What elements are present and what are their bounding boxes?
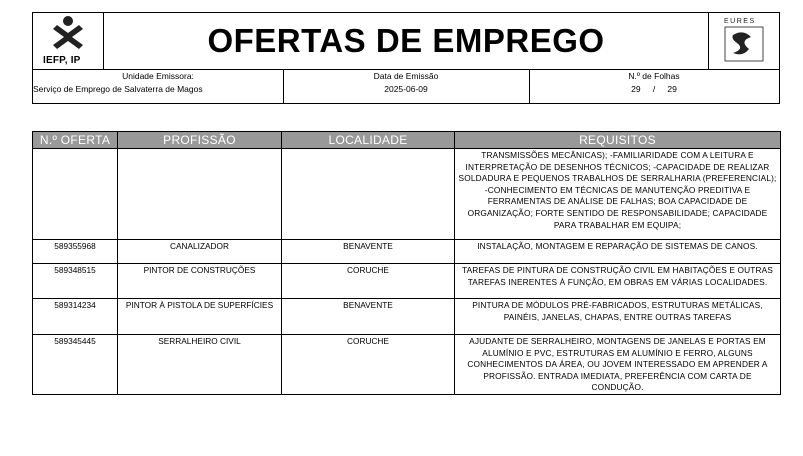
header-meta-row (33, 69, 779, 103)
unidade-value: Serviço de Emprego de Salvaterra de Magos (33, 84, 203, 94)
numero-folhas (529, 69, 779, 103)
cell-profissao: PINTOR DE CONSTRUÇÕES (118, 264, 282, 299)
cell-oferta (33, 149, 118, 240)
cell-profissao: PINTOR À PISTOLA DE SUPERFÍCIES (118, 299, 282, 335)
cell-oferta: 589314234 (33, 299, 118, 335)
cell-requisitos: PINTURA DE MÓDULOS PRÉ-FABRICADOS, ESTRUTURAS METÁLICAS, PAINÉIS, JANELAS, CHAPAS, ENTRE OUTRAS TAREFAS (455, 299, 781, 335)
eures-logo (708, 13, 779, 69)
offers-table (32, 131, 781, 395)
folhas-current: 29 (631, 84, 641, 94)
table-row (33, 149, 781, 240)
cell-requisitos: AJUDANTE DE SERRALHEIRO, MONTAGENS DE JANELAS E PORTAS EM ALUMÍNIO E PVC, ESTRUTURAS EM ALUMÍNIO E FERRO, ALGUNS CONHECIMENTOS DA ÁREA, OU JOVEM INTERESSADO EM APRENDER A PROFISSÃO. ENTRADA IMEDIATA, PREFERÊNCIA COM CARTA DE CONDUÇÃO. (455, 335, 781, 395)
unidade-label: Unidade Emissora: (122, 71, 194, 81)
col-header-requisitos: REQUISITOS (455, 132, 781, 149)
cell-oferta: 589345445 (33, 335, 118, 395)
cell-oferta: 589355968 (33, 240, 118, 264)
cell-localidade (282, 149, 455, 240)
iefp-emblem-icon (33, 13, 103, 55)
col-header-oferta: N.º OFERTA (33, 132, 118, 149)
cell-localidade: CORUCHE (282, 264, 455, 299)
folhas-total: 29 (667, 84, 677, 94)
data-label: Data de Emissão (373, 71, 439, 81)
cell-requisitos: TAREFAS DE PINTURA DE CONSTRUÇÃO CIVIL EM HABITAÇÕES E OUTRAS TAREFAS INERENTES À FUNÇÃO, EM OBRAS EM VÁRIAS LOCALIDADES. (455, 264, 781, 299)
iefp-logo (33, 13, 104, 69)
cell-profissao: SERRALHEIRO CIVIL (118, 335, 282, 395)
unidade-emissora (33, 69, 284, 103)
col-header-localidade: LOCALIDADE (282, 132, 455, 149)
cell-localidade: BENAVENTE (282, 299, 455, 335)
cell-requisitos: INSTALAÇÃO, MONTAGEM E REPARAÇÃO DE SISTEMAS DE CANOS. (455, 240, 781, 264)
col-header-profissao: PROFISSÃO (118, 132, 282, 149)
eures-emblem-icon (709, 13, 779, 69)
document-header (32, 12, 780, 104)
data-emissao (283, 69, 530, 103)
cell-profissao: CANALIZADOR (118, 240, 282, 264)
page-title: OFERTAS DE EMPREGO (207, 22, 605, 59)
data-value: 2025-06-09 (384, 84, 428, 94)
folhas-separator: / (652, 84, 656, 94)
cell-profissao (118, 149, 282, 240)
cell-localidade: CORUCHE (282, 335, 455, 395)
table-row (33, 335, 781, 395)
folhas-label: N.º de Folhas (628, 71, 680, 81)
cell-oferta: 589348515 (33, 264, 118, 299)
table-row (33, 264, 781, 299)
logo-text: IEFP, IP (43, 55, 81, 66)
table-row (33, 240, 781, 264)
header-top-row (33, 13, 779, 70)
table-row (33, 299, 781, 335)
folhas-value (529, 84, 779, 94)
cell-requisitos: TRANSMISSÕES MECÂNICAS); -FAMILIARIDADE COM A LEITURA E INTERPRETAÇÃO DE DESENHOS TÉCNICOS; -CAPACIDADE DE REALIZAR SOLDADURA E PEQUENOS TRABALHOS DE SERRALHARIA (PREFERENCIAL); -CONHECIMENTO EM TÉCNICAS DE MANUTENÇÃO PREDITIVA E FERRAMENTAS DE ANÁLISE DE FALHAS; BOA CAPACIDADE DE ORGANIZAÇÃO; FORTE SENTIDO DE RESPONSABILIDADE; CAPACIDADE PARA TRABALHAR EM EQUIPA; (455, 149, 781, 240)
cell-localidade: BENAVENTE (282, 240, 455, 264)
eures-label: EURES (724, 18, 756, 25)
table-header-row (33, 132, 781, 149)
